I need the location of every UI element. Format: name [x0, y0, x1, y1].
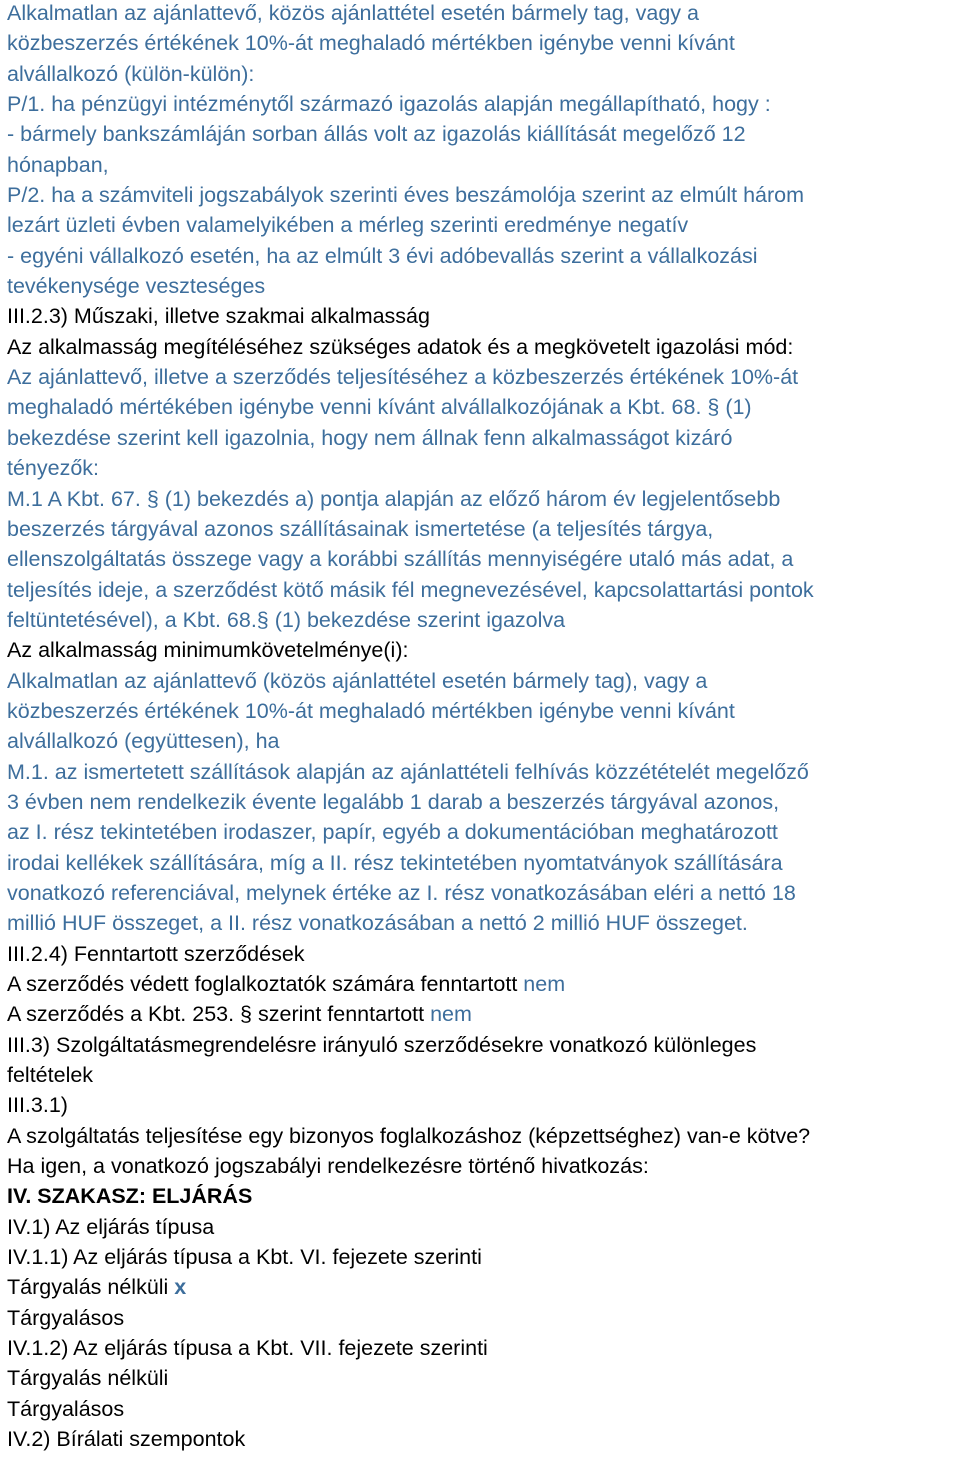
text-line	[7, 999, 960, 1029]
text-line	[7, 484, 960, 514]
text-segment: Az alkalmasság minimumkövetelménye(i):	[7, 638, 409, 663]
text-line	[7, 28, 960, 58]
text-line	[7, 210, 960, 240]
text-line	[7, 1212, 960, 1242]
text-segment: Az ajánlattevő, illetve a szerződés teljesítéséhez a közbeszerzés értékének 10%-át	[7, 365, 799, 390]
text-segment: közbeszerzés értékének 10%-át meghaladó mértékben igénybe venni kívánt	[7, 31, 735, 56]
text-segment: tényezők:	[7, 456, 100, 481]
text-segment: IV.2) Bírálati szempontok	[7, 1427, 246, 1452]
text-line	[7, 1424, 960, 1454]
text-line	[7, 392, 960, 422]
text-line	[7, 1272, 960, 1302]
text-line	[7, 878, 960, 908]
text-segment: - egyéni vállalkozó esetén, ha az elmúlt 3 évi adóbevallás szerint a vállalkozási	[7, 243, 758, 268]
text-line	[7, 848, 960, 878]
text-line	[7, 666, 960, 696]
text-line	[7, 362, 960, 392]
text-segment: IV.1.2) Az eljárás típusa a Kbt. VII. fejezete szerinti	[7, 1336, 488, 1361]
text-segment: A szerződés a Kbt. 253. § szerint fenntartott	[7, 1002, 431, 1027]
text-line	[7, 1090, 960, 1120]
text-segment: közbeszerzés értékének 10%-át meghaladó mértékben igénybe venni kívánt	[7, 698, 735, 723]
text-segment: az I. rész tekintetében irodaszer, papír, egyéb a dokumentációban meghatározott	[7, 820, 778, 845]
text-line	[7, 605, 960, 635]
text-segment: III.2.4) Fenntartott szerződések	[7, 941, 305, 966]
text-line	[7, 514, 960, 544]
text-line	[7, 939, 960, 969]
text-segment: ellenszolgáltatás összege vagy a korábbi szállítás mennyiségére utaló más adat, a	[7, 547, 794, 572]
text-line	[7, 544, 960, 574]
text-line	[7, 241, 960, 271]
text-segment: III.3) Szolgáltatásmegrendelésre irányuló szerződésekre vonatkozó különleges	[7, 1032, 757, 1057]
text-segment: teljesítés ideje, a szerződést kötő másik fél megnevezésével, kapcsolattartási pontok	[7, 577, 814, 602]
text-line	[7, 1060, 960, 1090]
text-segment: IV.1.1) Az eljárás típusa a Kbt. VI. fejezete szerinti	[7, 1245, 482, 1270]
text-line	[7, 908, 960, 938]
text-segment: M.1. az ismertetett szállítások alapján az ajánlattételi felhívás közzétételét megelőző	[7, 759, 809, 784]
text-line	[7, 1363, 960, 1393]
text-segment: alvállalkozó (külön-külön):	[7, 61, 255, 86]
text-line	[7, 1242, 960, 1272]
text-line	[7, 1121, 960, 1151]
text-segment: 3 évben nem rendelkezik évente legalább 1 darab a beszerzés tárgyával azonos,	[7, 789, 780, 814]
text-line	[7, 1333, 960, 1363]
text-segment: lezárt üzleti évben valamelyikében a mérleg szerinti eredménye negatív	[7, 213, 689, 238]
text-segment: Tárgyalás nélküli	[7, 1275, 175, 1300]
text-segment: Tárgyalás nélküli	[7, 1366, 169, 1391]
text-line	[7, 59, 960, 89]
text-segment: Az alkalmasság megítéléséhez szükséges adatok és a megkövetelt igazolási mód:	[7, 334, 794, 359]
text-line	[7, 119, 960, 149]
text-line	[7, 89, 960, 119]
text-segment: alvállalkozó (együttesen), ha	[7, 729, 280, 754]
text-segment: irodai kellékek szállítására, míg a II. rész tekintetében nyomtatványok szállítására	[7, 850, 783, 875]
text-segment: tevékenysége veszteséges	[7, 274, 266, 299]
text-segment: millió HUF összeget, a II. rész vonatkozásában a nettó 2 millió HUF összeget.	[7, 911, 748, 936]
text-segment: Alkalmatlan az ajánlattevő (közös ajánlattétel esetén bármely tag), vagy a	[7, 668, 708, 693]
text-segment: Tárgyalásos	[7, 1396, 125, 1421]
text-segment: P/2. ha a számviteli jogszabályok szerinti éves beszámolója szerint az elmúlt három	[7, 183, 805, 208]
text-line	[7, 332, 960, 362]
text-line	[7, 817, 960, 847]
text-line	[7, 726, 960, 756]
text-segment: feltüntetésével), a Kbt. 68.§ (1) bekezdése szerint igazolva	[7, 607, 566, 632]
text-line	[7, 1151, 960, 1181]
text-segment: feltételek	[7, 1063, 94, 1088]
text-segment: Tárgyalásos	[7, 1305, 125, 1330]
text-segment: hónapban,	[7, 152, 109, 177]
text-segment: P/1. ha pénzügyi intézménytől származó igazolás alapján megállapítható, hogy :	[7, 92, 771, 117]
text-segment: A szerződés védett foglalkoztatók számára fenntartott	[7, 972, 524, 996]
text-line	[7, 271, 960, 301]
text-line	[7, 1303, 960, 1333]
text-line	[7, 453, 960, 483]
text-line	[7, 969, 960, 999]
text-segment: III.3.1)	[7, 1093, 68, 1118]
text-segment: vonatkozó referenciával, melynek értéke az I. rész vonatkozásában eléri a nettó 18	[7, 880, 796, 905]
text-segment: Alkalmatlan az ajánlattevő, közös ajánlattétel esetén bármely tag, vagy a	[7, 1, 699, 25]
text-line	[7, 787, 960, 817]
text-line	[7, 180, 960, 210]
text-segment: x	[174, 1275, 187, 1300]
text-line	[7, 1181, 960, 1211]
text-segment: III.2.3) Műszaki, illetve szakmai alkalmasság	[7, 304, 430, 329]
text-line	[7, 635, 960, 665]
text-line	[7, 696, 960, 726]
text-segment: M.1 A Kbt. 67. § (1) bekezdés a) pontja alapján az előző három év legjelentősebb	[7, 486, 781, 511]
text-segment: IV.1) Az eljárás típusa	[7, 1214, 215, 1239]
text-segment: A szolgáltatás teljesítése egy bizonyos foglalkozáshoz (képzettséghez) van-e kötve?	[7, 1123, 811, 1148]
text-segment: IV. SZAKASZ: ELJÁRÁS	[7, 1184, 253, 1209]
text-segment: beszerzés tárgyával azonos szállításainak ismertetése (a teljesítés tárgya,	[7, 516, 714, 541]
text-line	[7, 757, 960, 787]
text-segment: nem	[523, 972, 566, 996]
text-line	[7, 1030, 960, 1060]
text-line	[7, 575, 960, 605]
text-line	[7, 423, 960, 453]
text-segment: bekezdése szerint kell igazolnia, hogy nem állnak fenn alkalmasságot kizáró	[7, 425, 733, 450]
text-segment: - bármely bankszámláján sorban állás volt az igazolás kiállítását megelőző 12	[7, 122, 746, 147]
text-segment: nem	[430, 1002, 472, 1027]
text-line	[7, 150, 960, 180]
text-segment: meghaladó mértékében igénybe venni kívánt alvállalkozójának a Kbt. 68. § (1)	[7, 395, 752, 420]
text-segment: Ha igen, a vonatkozó jogszabályi rendelkezésre történő hivatkozás:	[7, 1154, 649, 1179]
text-line	[7, 1394, 960, 1424]
text-line	[7, 0, 960, 28]
text-line	[7, 301, 960, 331]
